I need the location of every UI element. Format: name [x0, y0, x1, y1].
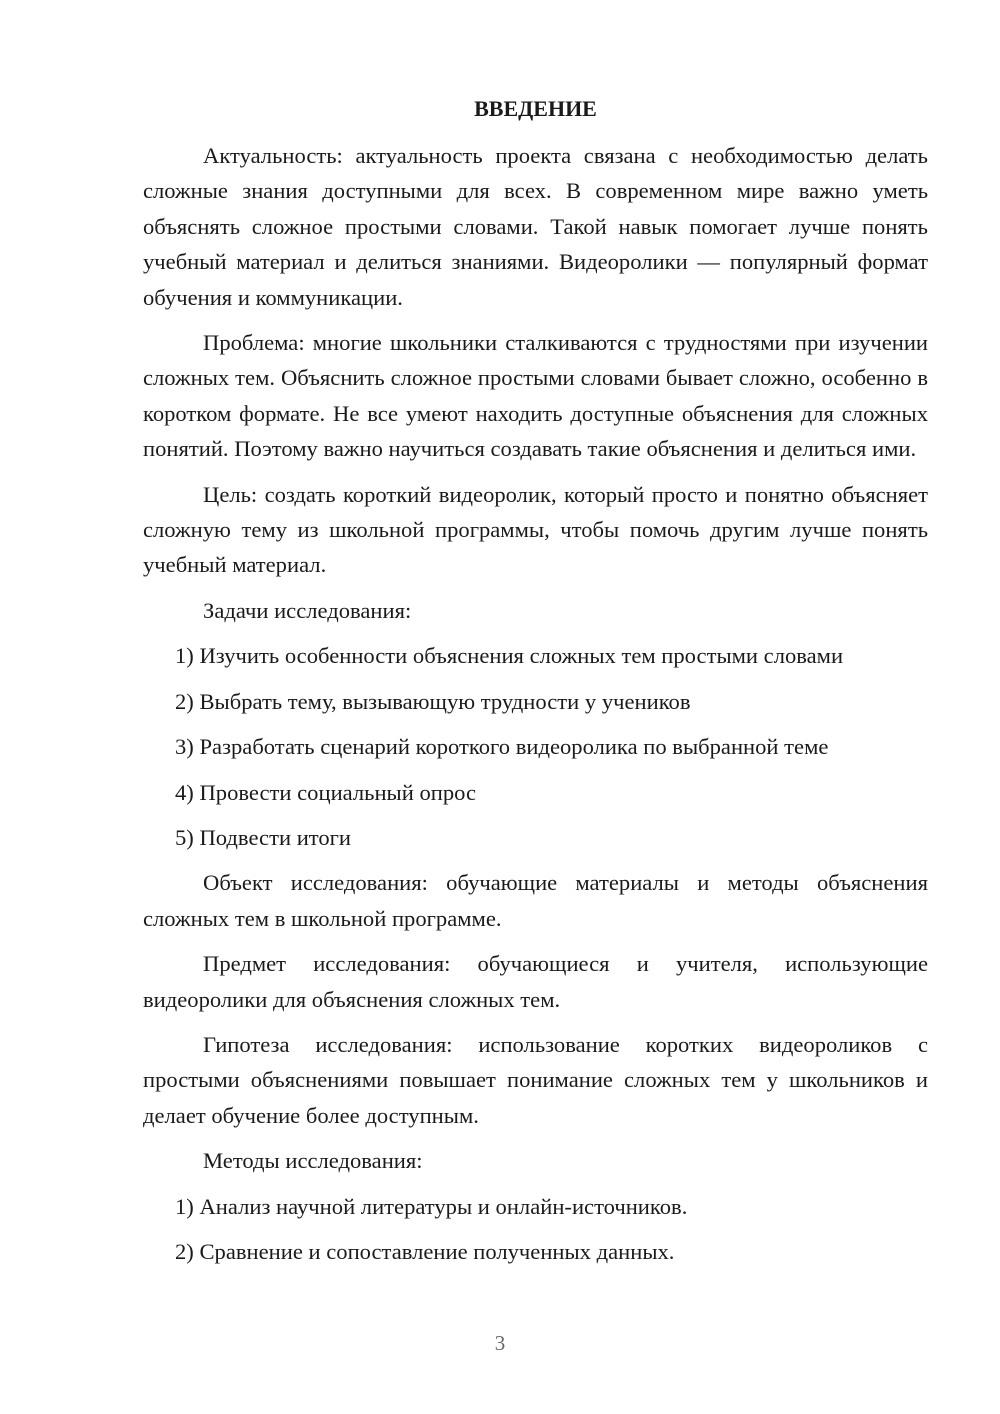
page-title: ВВЕДЕНИЕ	[474, 96, 597, 121]
relevance-paragraph: Актуальность: актуальность проекта связана с необходимостью делать сложные знания доступными для всех. В современном мире важно уметь объяснять сложное простыми словами. Такой навык помогает лучше понять учебный материал и делиться знаниями. Видеоролики — популярный формат обучения и коммуникации.	[143, 143, 928, 310]
tasks-heading: Задачи исследования:	[203, 597, 412, 623]
list-item: 2) Выбрать тему, вызывающую трудности у учеников	[175, 688, 691, 714]
list-item: 1) Изучить особенности объяснения сложных тем простыми словами	[175, 643, 844, 669]
list-item: 5) Подвести итоги	[175, 824, 352, 850]
list-item: 3) Разработать сценарий короткого видеоролика по выбранной теме	[175, 734, 829, 760]
hypothesis-paragraph: Гипотеза исследования: использование коротких видеороликов с простыми объяснениями повышает понимание сложных тем у школьников и делает обучение более доступным.	[143, 1031, 928, 1128]
tasks-list	[143, 638, 928, 855]
page-number: 3	[494, 1331, 506, 1355]
methods-heading: Методы исследования:	[203, 1148, 423, 1174]
problem-paragraph: Проблема: многие школьники сталкиваются с трудностями при изучении сложных тем. Объяснить сложное простыми словами бывает сложно, особенно в коротком формате. Не все умеют находить доступные объяснения для сложных понятий. Поэтому важно научиться создавать такие объяснения и делиться ими.	[143, 330, 928, 462]
methods-list	[143, 1189, 928, 1270]
list-item: 2) Сравнение и сопоставление полученных данных.	[175, 1238, 675, 1264]
document-page	[143, 92, 928, 1279]
list-item: 4) Провести социальный опрос	[175, 779, 477, 805]
subject-paragraph: Предмет исследования: обучающиеся и учителя, использующие видеоролики для объяснения сложных тем.	[143, 951, 928, 1012]
list-item: 1) Анализ научной литературы и онлайн-источников.	[175, 1193, 688, 1219]
object-paragraph: Объект исследования: обучающие материалы и методы объяснения сложных тем в школьной программе.	[143, 870, 928, 931]
goal-paragraph: Цель: создать короткий видеоролик, который просто и понятно объясняет сложную тему из школьной программы, чтобы помочь другим лучше понять учебный материал.	[143, 481, 928, 578]
